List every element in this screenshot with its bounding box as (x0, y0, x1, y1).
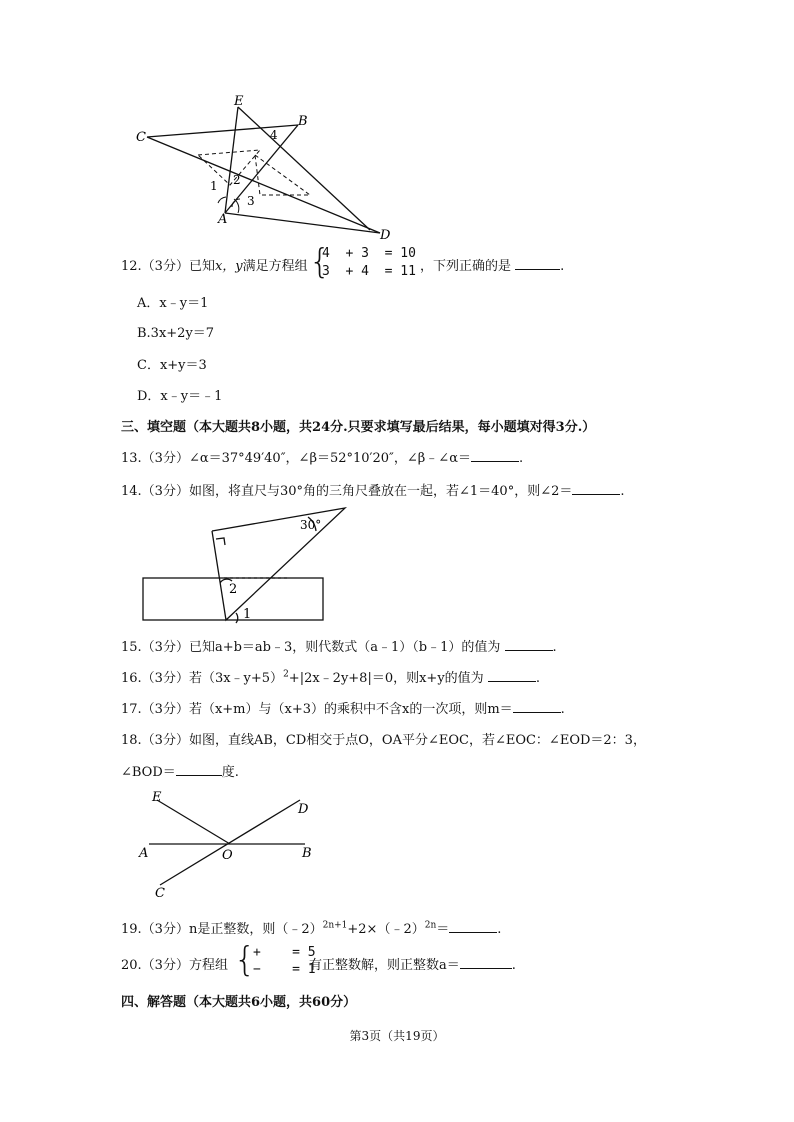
answer-blank-17[interactable] (513, 700, 561, 713)
label-E: E (152, 790, 162, 805)
answer-blank-20[interactable] (460, 956, 512, 969)
label-A: A (139, 846, 149, 861)
question-18-line2: ∠BOD＝ 度. (121, 765, 239, 780)
label-2: 2 (229, 582, 238, 597)
option-A: A．x﹣y＝1 (137, 296, 209, 311)
question-14: 14.（3分）如图，将直尺与30°角的三角尺叠放在一起，若∠1＝40°，则∠2＝ . (121, 484, 625, 499)
answer-blank-14[interactable] (572, 482, 620, 495)
page-footer: 第3页（共19页） (349, 1029, 445, 1043)
label-B: B (302, 846, 312, 861)
question-19: 19.（3分）n是正整数，则（﹣2）$^{2n+1}$+2×（﹣2）$^{2n}$＝ . (121, 920, 502, 937)
answer-blank-19[interactable] (449, 920, 497, 933)
dashed-triangle-right (255, 155, 310, 195)
label-C: C (155, 886, 165, 900)
label-B: B (298, 114, 308, 129)
answer-blank-15[interactable] (505, 638, 553, 651)
section-heading-4: 四、解答题（本大题共6小题，共60分） (121, 995, 357, 1010)
figure-q14 (140, 503, 350, 628)
label-1: 1 (243, 607, 252, 622)
system-brace-q12: { (309, 242, 331, 282)
label-30-degree: 30° (300, 518, 322, 532)
system-eq1-q20: + = 5 (253, 945, 316, 960)
right-angle-mark (216, 538, 225, 545)
system-brace-q20: { (234, 940, 256, 980)
option-B: B.3x+2y＝7 (137, 326, 215, 341)
label-2: 2 (233, 173, 241, 187)
question-18-line1: 18.（3分）如图，直线AB，CD相交于点O，OA平分∠EOC，若∠EOC：∠EOD＝2：3， (121, 733, 646, 748)
question-13: 13.（3分）∠α＝37°49′40″，∠β＝52°10′20″，∠β﹣∠α＝ . (121, 451, 524, 466)
label-D: D (298, 802, 309, 817)
triangle (212, 508, 345, 620)
label-O: O (222, 848, 233, 863)
question-12: 12.（3分）已知x，y满足方程组 (121, 259, 308, 274)
option-C: C．x+y＝3 (137, 358, 207, 373)
question-20-tail: 有正整数解，则正整数a＝ . (309, 958, 516, 973)
answer-blank-13[interactable] (471, 449, 519, 462)
question-17: 17.（3分）若（x+m）与（x+3）的乘积中不含x的一次项，则m＝ . (121, 702, 565, 717)
figure-q18 (135, 785, 325, 900)
label-A: A (218, 212, 228, 227)
line-CD (160, 800, 300, 885)
question-20: 20.（3分）方程组 (121, 958, 228, 973)
section-heading-3: 三、填空题（本大题共8小题，共24分.只要求填写最后结果，每小题填对得3分.） (121, 420, 596, 435)
label-D: D (380, 228, 391, 243)
label-3: 3 (247, 194, 255, 208)
answer-blank-18[interactable] (176, 763, 222, 776)
question-16: 16.（3分）若（3x﹣y+5）$^2$+|2x﹣2y+8|＝0，则x+y的值为 . (121, 669, 540, 686)
system-eq1-q12: 4 + 3 = 10 (322, 246, 416, 261)
label-4: 4 (270, 128, 278, 142)
line-EO (157, 800, 230, 844)
option-D: D．x﹣y＝﹣1 (137, 389, 223, 404)
label-1: 1 (210, 179, 218, 193)
question-15: 15.（3分）已知a+b＝ab﹣3，则代数式（a﹣1）（b﹣1）的值为 . (121, 640, 557, 655)
answer-blank-12[interactable] (515, 257, 560, 270)
question-12-tail: ，下列正确的是 . (420, 259, 565, 274)
figure-q11 (130, 95, 400, 245)
system-eq2-q12: 3 + 4 = 11 (322, 264, 416, 279)
line-AE (225, 107, 238, 213)
answer-blank-16[interactable] (488, 669, 536, 682)
label-E: E (234, 95, 244, 109)
label-C: C (136, 130, 146, 145)
system-eq2-q20: − = 1 (253, 962, 316, 977)
